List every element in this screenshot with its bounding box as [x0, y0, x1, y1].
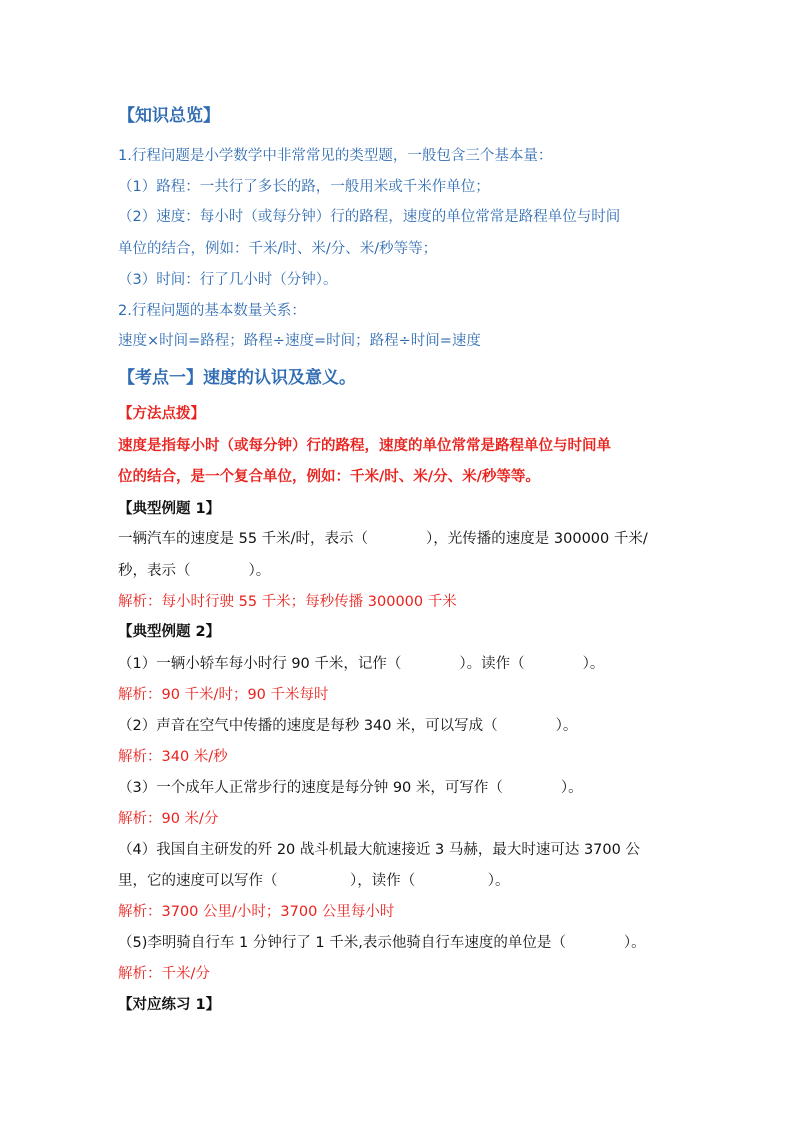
method-line-2: 位的结合，是一个复合单位，例如：千米/时、米/分、米/秒等等。 — [118, 469, 540, 485]
method-line-1: 速度是指每小时（或每分钟）行的路程，速度的单位常常是路程单位与时间单 — [118, 438, 611, 454]
example1-heading: 【典型例题 1】 — [118, 501, 221, 517]
example2-q2: （2）声音在空气中传播的速度是每秒 340 米，可以写成（ ）。 — [118, 718, 578, 734]
example2-a4: 解析：3700 公里/小时；3700 公里每小时 — [118, 904, 395, 920]
example1-line-1: 一辆汽车的速度是 55 千米/时，表示（ ），光传播的速度是 300000 千米/ — [118, 531, 648, 547]
knowledge-line-6: 2.行程问题的基本数量关系： — [118, 303, 306, 319]
knowledge-line-3: （2）速度：每小时（或每分钟）行的路程，速度的单位常常是路程单位与时间 — [118, 209, 621, 225]
example2-q3: （3）一个成年人正常步行的速度是每分钟 90 米，可写作（ ）。 — [118, 780, 583, 796]
example2-q4: （4）我国自主研发的歼 20 战斗机最大航速接近 3 马赫，最大时速可达 3700 公 — [118, 842, 640, 858]
knowledge-line-2: （1）路程：一共行了多长的路，一般用米或千米作单位； — [118, 179, 490, 195]
example2-a1: 解析：90 千米/时；90 千米每时 — [118, 687, 329, 703]
practice1-heading: 【对应练习 1】 — [118, 997, 221, 1013]
example1-line-2: 秒，表示（ ）。 — [118, 563, 271, 579]
knowledge-heading: 【知识总览】 — [118, 106, 220, 126]
knowledge-line-4: 单位的结合，例如：千米/时、米/分、米/秒等等； — [118, 241, 438, 257]
knowledge-line-1: 1.行程问题是小学数学中非常常见的类型题，一般包含三个基本量： — [118, 148, 553, 164]
example2-a2: 解析：340 米/秒 — [118, 749, 228, 765]
example2-q4-cont: 里，它的速度可以写作（ ），读作（ ）。 — [118, 873, 510, 889]
example2-a3: 解析：90 米/分 — [118, 811, 219, 827]
knowledge-line-7: 速度×时间=路程；路程÷速度=时间；路程÷时间=速度 — [118, 333, 481, 349]
method-heading: 【方法点拨】 — [118, 406, 205, 422]
knowledge-line-5: （3）时间：行了几小时（分钟）。 — [118, 272, 338, 288]
example2-heading: 【典型例题 2】 — [118, 624, 221, 640]
example1-answer: 解析：每小时行驶 55 千米；每秒传播 300000 千米 — [118, 594, 457, 610]
example2-q1: （1）一辆小轿车每小时行 90 千米，记作（ ）。读作（ ）。 — [118, 656, 605, 672]
kaodian-heading: 【考点一】速度的认识及意义。 — [118, 368, 356, 388]
example2-q5: （5)李明骑自行车 1 分钟行了 1 千米,表示他骑自行车速度的单位是（ ）。 — [118, 935, 646, 951]
example2-a5: 解析：千米/分 — [118, 966, 210, 982]
